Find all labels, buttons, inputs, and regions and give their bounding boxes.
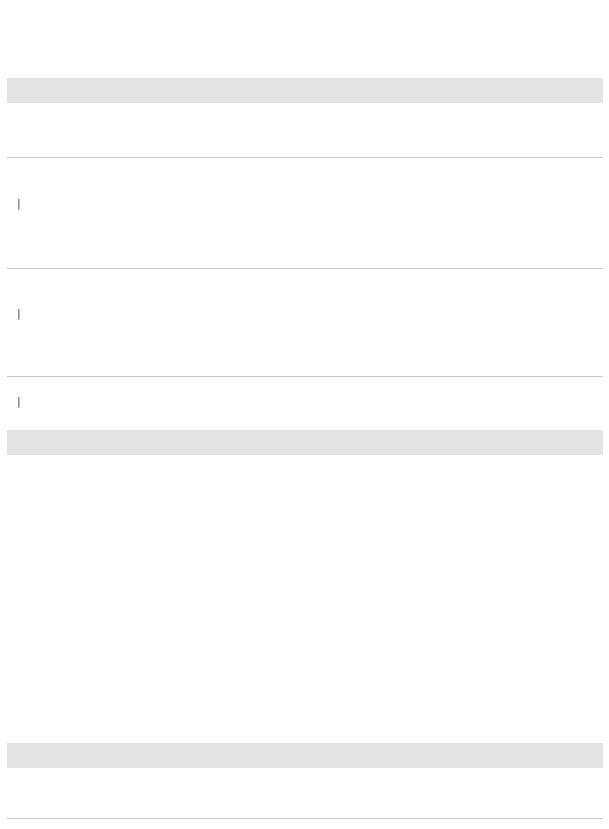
scale-bifidobacterium — [319, 229, 479, 249]
appendix-row[interactable] — [7, 768, 603, 819]
representative-label-line2: | — [17, 307, 21, 320]
smile-face-icon — [546, 393, 568, 415]
indicators-row — [7, 158, 603, 269]
scale-diversity — [319, 175, 479, 195]
section-header-health — [7, 430, 603, 455]
indicators-label — [17, 196, 21, 212]
harmful-label: | — [17, 395, 21, 408]
representative-row — [7, 269, 603, 377]
section-header-summary — [7, 78, 603, 103]
score-row — [7, 103, 603, 158]
representative-label — [17, 306, 21, 322]
scale-lactobacillus — [319, 202, 479, 222]
section-header-appendix — [7, 743, 603, 768]
indicators-label-line2: | — [17, 197, 21, 210]
harmful-row — [7, 377, 603, 429]
